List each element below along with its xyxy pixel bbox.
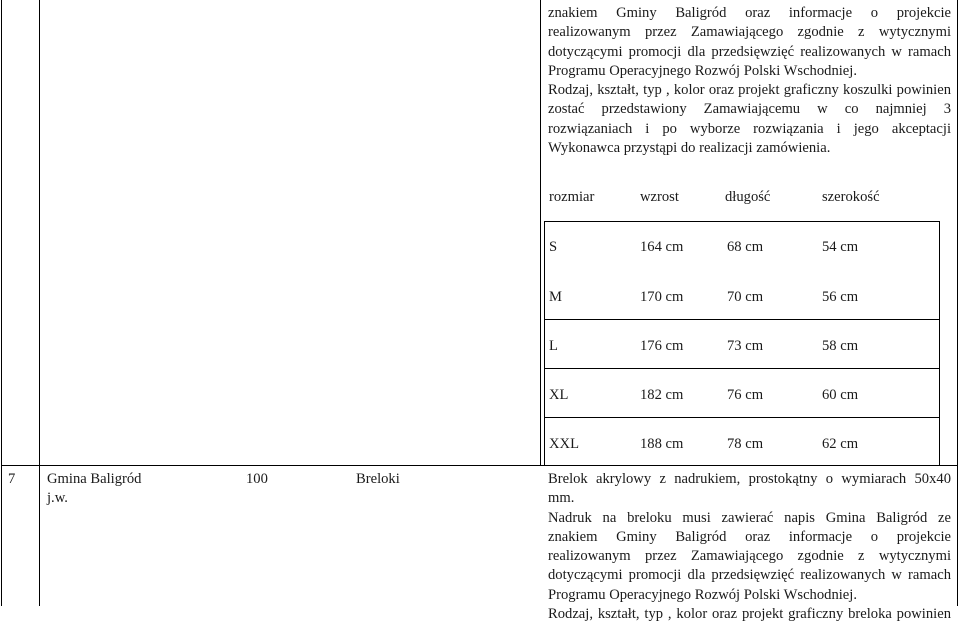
top-description bbox=[548, 4, 951, 158]
orderer-ref: j.w. bbox=[47, 490, 68, 506]
width-XXL: 62 cm bbox=[822, 436, 859, 452]
width-XL: 60 cm bbox=[822, 387, 859, 403]
width-L: 58 cm bbox=[822, 338, 859, 354]
length-XL: 76 cm bbox=[727, 387, 764, 403]
row-number: 7 bbox=[8, 471, 16, 487]
item-name: Breloki bbox=[356, 471, 400, 487]
desc-line: Rodzaj, kształt, typ , kolor oraz projekt graficzny koszulki powinien bbox=[548, 82, 951, 99]
desc-line: Brelok akrylowy z nadrukiem, prostokątny o wymiarach 50x40 bbox=[548, 471, 951, 487]
length-L: 73 cm bbox=[727, 338, 764, 354]
quantity: 100 bbox=[246, 471, 268, 487]
desc-line: mm. bbox=[548, 490, 575, 507]
desc-line: Programu Operacyjnego Rozwój Polski Wschodniej. bbox=[548, 586, 857, 603]
height-M: 170 cm bbox=[640, 289, 684, 305]
size-M: M bbox=[549, 289, 562, 305]
width-M: 56 cm bbox=[822, 289, 859, 305]
length-M: 70 cm bbox=[727, 289, 764, 305]
desc-line: rozwiązaniach i po wyborze rozwiązania i jego akceptacji bbox=[548, 120, 951, 137]
table-border-col2 bbox=[540, 0, 541, 466]
row7-description bbox=[548, 470, 951, 624]
desc-line: realizowanym przez Zamawiającego zgodnie z wytycznymi bbox=[548, 548, 951, 565]
size-L: L bbox=[549, 338, 558, 354]
height-L: 176 cm bbox=[640, 338, 684, 354]
height-XL: 182 cm bbox=[640, 387, 684, 403]
desc-line: dotyczącymi promocji dla przedsięwzięć realizowanych w ramach bbox=[548, 567, 951, 584]
size-XXL: XXL bbox=[549, 436, 579, 452]
size-header-dlugosc: długość bbox=[725, 189, 771, 205]
desc-line: Wykonawca przystąpi do realizacji zamówienia. bbox=[548, 140, 831, 157]
desc-line: znakiem Gminy Baligród oraz informacje o projekcie bbox=[548, 528, 951, 545]
size-header-wzrost: wzrost bbox=[640, 189, 679, 205]
length-XXL: 78 cm bbox=[727, 436, 764, 452]
desc-line: znakiem Gminy Baligród oraz informacje o projekcie bbox=[548, 5, 951, 21]
table-border-col1 bbox=[39, 0, 40, 606]
table-border-left bbox=[1, 0, 2, 606]
desc-line: dotyczącymi promocji dla przedsięwzięć realizowanych w ramach bbox=[548, 43, 951, 60]
size-header-szerokosc: szerokość bbox=[822, 189, 880, 205]
desc-line: Rodzaj, kształt, typ , kolor oraz projekt graficzny breloka powinien bbox=[548, 606, 951, 623]
height-XXL: 188 cm bbox=[640, 436, 684, 452]
size-XL: XL bbox=[549, 387, 569, 403]
table-border-right bbox=[957, 0, 958, 606]
desc-line: Nadruk na breloku musi zawierać napis Gmina Baligród ze bbox=[548, 509, 951, 526]
width-S: 54 cm bbox=[822, 239, 859, 255]
orderer-name: Gmina Baligród bbox=[47, 471, 142, 487]
height-S: 164 cm bbox=[640, 239, 684, 255]
desc-line: Programu Operacyjnego Rozwój Polski Wschodniej. bbox=[548, 62, 857, 79]
desc-line: zostać przedstawiony Zamawiającemu w co najmniej 3 bbox=[548, 101, 951, 118]
length-S: 68 cm bbox=[727, 239, 764, 255]
size-header-rozmiar: rozmiar bbox=[549, 189, 595, 205]
size-S: S bbox=[549, 239, 558, 255]
desc-line: realizowanym przez Zamawiającego zgodnie z wytycznymi bbox=[548, 24, 951, 41]
